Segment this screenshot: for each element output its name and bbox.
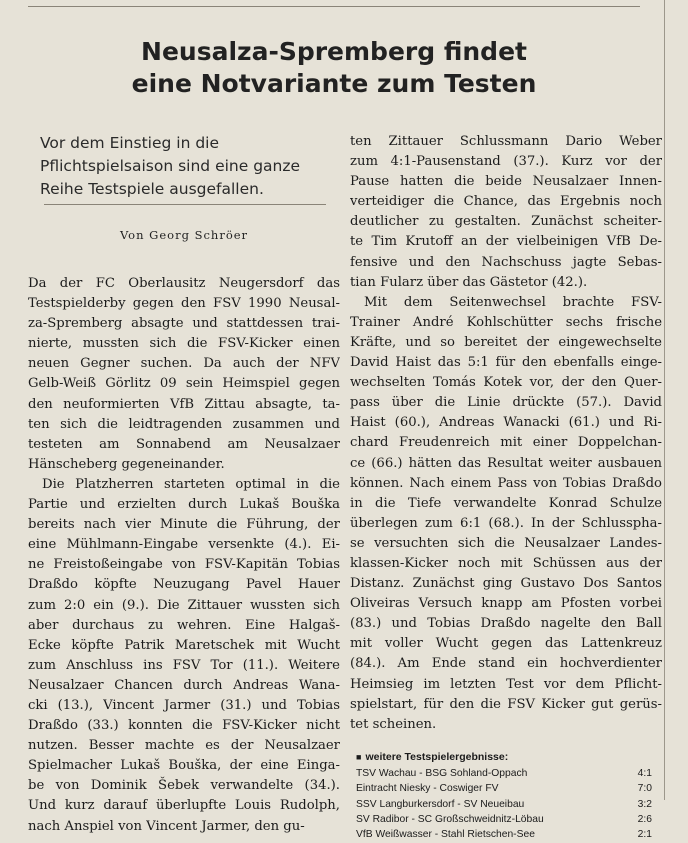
article-line: ne Freistoßeingabe von FSV-Kapitän Tobias bbox=[28, 557, 340, 573]
article-line: ten Zittauer Schlussmann Dario Weber bbox=[350, 134, 662, 149]
test-match: TSV Wachau - BSG Sohland-Oppach bbox=[356, 767, 528, 779]
headline-line-2: eine Notvariante zum Testen bbox=[131, 69, 537, 98]
test-match: SV Radibor - SC Großschweidnitz-Löbau bbox=[356, 813, 544, 825]
article-line: pass über die Linie drückte (57.). David bbox=[350, 395, 662, 411]
test-result-row bbox=[350, 781, 662, 796]
article-line: mit voller Wucht gegen das Lattenkreuz bbox=[350, 636, 662, 652]
article-line: Gelb-Weiß Görlitz 09 sein Heimspiel gegen bbox=[28, 376, 340, 392]
test-match: SSV Langburkersdorf - SV Neueibau bbox=[356, 798, 525, 810]
test-score: 2:1 bbox=[637, 829, 652, 841]
article-line: nutzen. Besser machte es der Neusalzaer bbox=[28, 738, 340, 754]
article-line: testeten am Sonnabend am Neusalzaer bbox=[28, 436, 340, 452]
article-line: te Tim Krutoff an der vielbeinigen VfB De- bbox=[350, 234, 662, 250]
article-line: Und kurz darauf überlupfte Louis Rudolph, bbox=[28, 798, 340, 814]
intro-line: Vor dem Einstieg in die bbox=[40, 134, 220, 152]
bullet-icon: ■ bbox=[356, 751, 362, 762]
article-line: bereits nach vier Minute die Führung, der bbox=[28, 517, 340, 533]
article-line: (84.). Am Ende stand ein hochverdienter bbox=[350, 656, 662, 672]
test-match: Eintracht Niesky - Coswiger FV bbox=[356, 783, 499, 795]
article-body-left bbox=[28, 274, 340, 837]
test-match: VfB Weißwasser - Stahl Rietschen-See bbox=[356, 829, 535, 841]
article-line: eine Mühlmann-Eingabe versenkte (4.). Ei- bbox=[28, 537, 340, 553]
article-line: za-Spremberg absagte und stattdessen trai- bbox=[28, 316, 340, 332]
article-line: cki (13.), Vincent Jarmer (31.) und Tobias bbox=[28, 697, 340, 713]
headline bbox=[28, 36, 640, 100]
article-line: fensive und den Nachschuss jagte Sebas- bbox=[350, 254, 662, 270]
article-line: Neusalzaer Chancen durch Andreas Wana- bbox=[28, 677, 340, 693]
article-line: chard Freudenreich mit einer Doppelchan- bbox=[350, 435, 662, 451]
article-line: in die Tiefe verwandelte Konrad Schulze bbox=[350, 495, 662, 511]
intro-line: Reihe Testspiele ausgefallen. bbox=[40, 180, 264, 198]
article-line: wechselten Tomás Kotek vor, der den Quer- bbox=[350, 375, 662, 391]
article-line: se versuchten sich die Neusalzaer Landes- bbox=[350, 535, 662, 551]
article-line: Draßdo köpfte Neuzugang Pavel Hauer bbox=[28, 577, 340, 593]
left-column bbox=[28, 132, 340, 837]
intro-rule bbox=[44, 204, 326, 205]
test-results-title: weitere Testspielergebnisse: bbox=[365, 750, 509, 763]
byline: Von Georg Schröer bbox=[119, 228, 249, 242]
right-column bbox=[350, 132, 662, 843]
article-line: zum Anschluss ins FSV Tor (11.). Weitere bbox=[28, 657, 340, 673]
article-line: tian Fularz über das Gästetor (42.). bbox=[350, 274, 588, 290]
article-line: Spielmacher Lukaš Bouška, der eine Einga- bbox=[28, 758, 340, 774]
article-line: Die Platzherren starteten optimal in die bbox=[42, 476, 340, 492]
top-rule bbox=[28, 6, 640, 7]
article-line: neuen Gegner suchen. Da auch der NFV bbox=[28, 356, 340, 372]
article-line: be von Dominik Šebek verwandelte (34.). bbox=[28, 778, 340, 794]
test-results-box bbox=[350, 749, 662, 843]
article-line: tet scheinen. bbox=[350, 716, 437, 732]
headline-line-1: Neusalza-Spremberg findet bbox=[141, 37, 527, 66]
article-line: Trainer André Kohlschütter sechs frische bbox=[350, 314, 662, 330]
test-results-list bbox=[350, 766, 662, 843]
article-line: können. Nach einem Pass von Tobias Draßdo bbox=[350, 475, 662, 491]
article-line: Haist (60.), Andreas Wanacki (61.) und Ri- bbox=[350, 415, 662, 431]
article-line: überlegen zum 6:1 (68.). In der Schlusspha- bbox=[350, 515, 662, 531]
article-line: Kräfte, und so bereitet der eingewechselte bbox=[350, 334, 662, 350]
article-line: Distanz. Zunächst ging Gustavo Dos Santos bbox=[350, 576, 662, 592]
article-line: Hänscheberg gegeneinander. bbox=[28, 456, 225, 472]
article-line: Draßdo (33.) konnten die FSV-Kicker nicht bbox=[28, 718, 340, 734]
article-line: zum 2:0 ein (9.). Die Zittauer wussten sich bbox=[28, 597, 340, 613]
test-score: 2:6 bbox=[637, 813, 652, 825]
test-result-row bbox=[350, 797, 662, 812]
article-line: David Haist das 5:1 für den ebenfalls einge- bbox=[350, 355, 662, 371]
article-line: (83.) und Tobias Draßdo nagelte den Ball bbox=[350, 616, 662, 632]
article-body-right bbox=[350, 132, 662, 735]
test-score: 3:2 bbox=[637, 798, 652, 810]
test-score: 4:1 bbox=[637, 767, 652, 779]
article-line: nierte, mussten sich die FSV-Kicker einen bbox=[28, 336, 340, 352]
test-result-row bbox=[350, 812, 662, 827]
test-result-row bbox=[350, 766, 662, 781]
article-line: Heimsieg im letzten Test vor dem Pflicht- bbox=[350, 676, 662, 692]
article-line: nach Anspiel von Vincent Jarmer, den gu- bbox=[28, 818, 305, 834]
test-score: 7:0 bbox=[637, 783, 652, 795]
intro-line: Pflichtspielsaison sind eine ganze bbox=[40, 157, 301, 175]
article-line: verteidiger die Chance, das Ergebnis noch bbox=[350, 194, 662, 210]
article-line: Testspielderby gegen den FSV 1990 Neusal- bbox=[28, 296, 340, 312]
article-line: Da der FC Oberlausitz Neugersdorf das bbox=[28, 276, 340, 291]
article-line: Mit dem Seitenwechsel brachte FSV- bbox=[364, 294, 662, 310]
article-line: den neuformierten VfB Zittau absagte, ta- bbox=[28, 396, 340, 412]
article-line: Pause hatten die beide Neusalzaer Innen- bbox=[350, 174, 662, 190]
test-result-row bbox=[350, 827, 662, 842]
article-line: ten sich die leidtragenden zusammen und bbox=[28, 416, 340, 432]
article-line: aber durchaus zu wehren. Eine Halgaš- bbox=[28, 617, 340, 633]
article-line: spielstart, für den die FSV Kicker gut gerüs- bbox=[350, 696, 662, 712]
article-line: ce (66.) hätten das Resultat weiter ausbauen bbox=[350, 455, 662, 471]
article-line: zum 4:1-Pausenstand (37.). Kurz vor der bbox=[350, 154, 662, 170]
intro-text bbox=[40, 132, 340, 204]
article-line: Partie und erzielten durch Lukaš Bouška bbox=[28, 497, 340, 513]
column-rule bbox=[664, 0, 665, 800]
article-line: Ecke köpfte Patrik Maretschek mit Wucht bbox=[28, 637, 340, 653]
article-line: Oliveiras Versuch knapp am Pfosten vorbei bbox=[350, 596, 662, 612]
test-results-heading bbox=[350, 749, 662, 766]
article-line: klassen-Kicker noch mit Schüssen aus der bbox=[350, 555, 662, 571]
article-line: deutlicher zu gestalten. Zunächst scheiter- bbox=[350, 214, 662, 230]
